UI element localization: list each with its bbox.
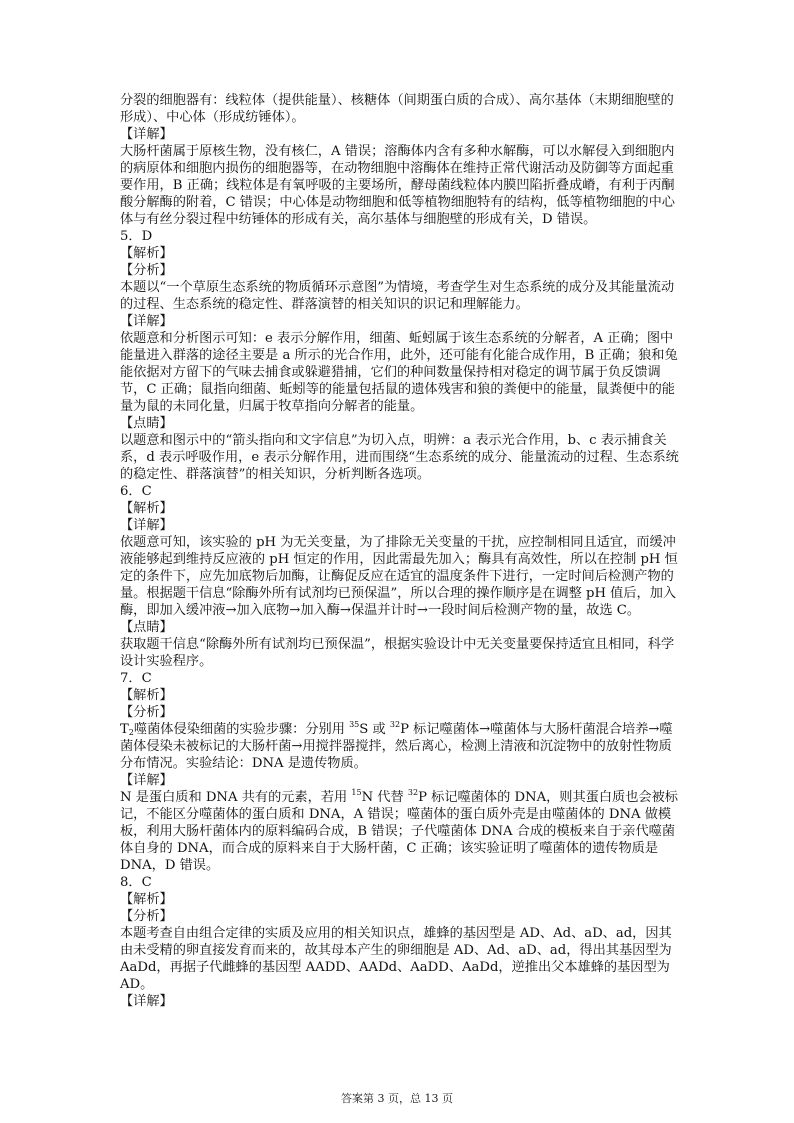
isotope-mass: 35 [349,720,360,729]
analysis-tag: 【解析】 [120,688,173,703]
q8-fenxi-paragraph: 本题考查自由组合定律的实质及应用的相关知识点，雄蜂的基因型是 AD、Ad、aD、ad，因其由未受精的卵直接发育而来的，故其母本产生的卵细胞是 AD、Ad、aD、ad，得出其基因型为 AaDd，再据子代雌蜂的基因型 AADD、AADd、AaDD、AaDd，逆推出父本雄蜂的基因型为 AD。 [120,926,672,992]
q7-detail-text: N 代替 [361,790,408,805]
q7-detail-text: N 是蛋白质和 DNA 共有的元素，若用 [120,790,352,805]
intro-detail-paragraph: 大肠杆菌属于原核生物，没有核仁，A 错误；溶酶体内含有多种水解酶，可以水解侵入到细胞内的病原体和细胞内损伤的细胞器等，在动物细胞中溶酶体在维持正常代谢活动及防御等方面起重要作用，B 正确；线粒体是有氧呼吸的主要场所，酵母菌线粒体内膜凹陷折叠成嵴，有利于丙酮酸分解酶的附着，C 错误；中心体是动物细胞和低等植物细胞特有的结构，低等植物细胞的中心体与有丝分裂过程中纺锤体的形成有关，高尔基体与细胞壁的形成有关，D 错误。 [120,144,675,227]
fenxi-tag: 【分析】 [120,705,173,720]
detail-tag: 【详解】 [120,518,173,533]
q5-dianjing-paragraph: 以题意和图示中的“箭头指向和文字信息”为切入点，明辨：a 表示光合作用，b、c 表示捕食关系，d 表示呼吸作用，e 表示分解作用，进而围绕“生态系统的成分、能量流动的过程、生态系统的稳定性、群落演替”的相关知识，分析判断各选项。 [120,433,679,482]
analysis-tag: 【解析】 [120,246,173,261]
dianjing-tag: 【点睛】 [120,416,173,431]
q7-fenxi-paragraph [120,721,680,772]
q7-detail-paragraph [120,789,680,874]
analysis-tag: 【解析】 [120,892,173,907]
detail-tag: 【详解】 [120,127,173,142]
phage-subscript: 2 [128,728,134,737]
answer-content [120,92,680,1010]
isotope-mass: 32 [389,720,401,729]
question-8-answer: 8．C [120,875,152,890]
q6-detail-paragraph: 依题意可知，该实验的 pH 为无关变量，为了排除无关变量的干扰，应控制相同且适宜，而缓冲液能够起到维持反应液的 pH 恒定的作用，因此需最先加入；酶具有高效性，所以在控制 pH 恒定的条件下，应先加底物后加酶，让酶促反应在适宜的温度条件下进行，一定时间后检测产物的量。根据题干信息“除酶外所有试剂均已预保温”，所以合理的操作顺序是在调整 pH 值后，加入酶，即加入缓冲液→加入底物→加入酶→保温并计时→一段时间后检测产物的量，故选 C。 [120,535,678,618]
isotope-mass: 15 [351,788,362,797]
question-7-answer: 7．C [120,671,152,686]
fenxi-tag: 【分析】 [120,909,173,924]
dianjing-tag: 【点睛】 [120,620,173,635]
isotope-mass: 32 [407,788,419,797]
q7-fenxi-text: S 或 [359,722,390,737]
question-5-answer: 5．D [120,229,153,244]
phage-symbol: T [120,722,129,737]
detail-tag: 【详解】 [120,994,173,1009]
q7-detail-text: P 标记噬菌体的 DNA，则其蛋白质也会被标记，不能区分噬菌体的蛋白质和 DNA，A 错误；噬菌体的蛋白质外壳是由噬菌体的 DNA 做模板，利用大肠杆菌体内的原料编码合成，B 错误；子代噬菌体 DNA 合成的模板来自于亲代噬菌体自身的 DNA，而合成的原料来自于大肠杆菌，C 正确；该实验证明了噬菌体的遗传物质是 DNA，D 错误。 [120,790,678,873]
q5-detail-paragraph: 依题意和分析图示可知：e 表示分解作用，细菌、蚯蚓属于该生态系统的分解者，A 正确；图中能量进入群落的途径主要是 a 所示的光合作用，此外，还可能有化能合成作用，B 正确；狼和兔能依据对方留下的气味去捕食或躲避猎捕，它们的种间数量保持相对稳定的调节属于负反馈调节，C 正确；鼠指向细菌、蚯蚓等的能量包括鼠的遗体残害和狼的粪便中的能量，鼠粪便中的能量为鼠的未同化量，归属于牧草指向分解者的能量。 [120,331,678,414]
intro-paragraph: 分裂的细胞器有：线粒体（提供能量）、核糖体（间期蛋白质的合成）、高尔基体（末期细胞壁的形成）、中心体（形成纺锤体）。 [120,93,674,125]
page-footer: 答案第 3 页，总 13 页 [341,1092,453,1105]
q7-fenxi-text: P 标记噬菌体→噬菌体与大肠杆菌混合培养→噬菌体侵染未被标记的大肠杆菌→用搅拌器搅拌，然后离心，检测上清液和沉淀物中的放射性物质分布情况。实验结论：DNA 是遗传物质。 [120,722,673,771]
q7-fenxi-text: 噬菌体侵染细菌的实验步骤：分别用 [133,722,350,737]
q5-fenxi-paragraph: 本题以“一个草原生态系统的物质循环示意图”为情境，考查学生对生态系统的成分及其能量流动的过程、生态系统的稳定性、群落演替的相关知识的识记和理解能力。 [120,280,675,312]
q6-dianjing-paragraph: 获取题干信息“除酶外所有试剂均已预保温”，根据实验设计中无关变量要保持适宜且相同，科学设计实验程序。 [120,637,675,669]
question-6-answer: 6．C [120,484,152,499]
detail-tag: 【详解】 [120,773,173,788]
detail-tag: 【详解】 [120,314,173,329]
fenxi-tag: 【分析】 [120,263,173,278]
analysis-tag: 【解析】 [120,501,173,516]
